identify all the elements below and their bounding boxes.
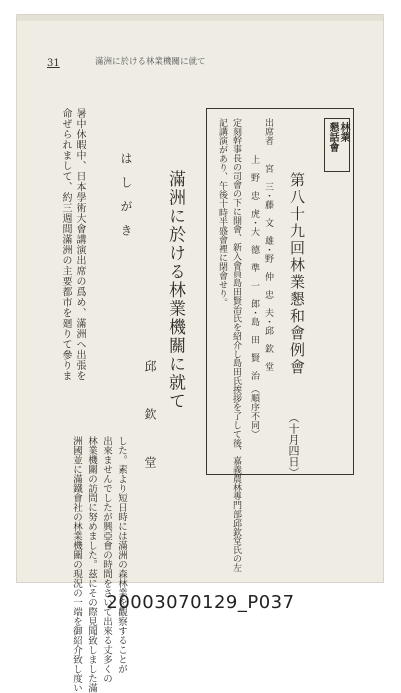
- meeting-date: （十月四日）: [287, 412, 300, 478]
- image-caption: 20003070129_P037: [106, 592, 295, 613]
- right-body-line-2: 出來ませんでしたが興亞會の時間をさいて出來る丈多くの: [101, 436, 112, 683]
- attendance-line-1: 宮 三・藤 文 雄・野 仲 忠 夫・邱 欽 堂: [263, 155, 273, 371]
- article-author: 邱 欽 堂: [143, 360, 157, 468]
- left-body-line-2: 命ぜられまして、約三週間滿洲の主要都市を廻りて參りま: [60, 108, 71, 381]
- meeting-title: 第八十九回林業懇和會例會: [288, 172, 306, 376]
- attendance-line-2: 上 野 忠 虎・大 德 準 一 郎・島 田 賢 治 （順序不同）: [249, 155, 259, 439]
- attendance-label: 出席者: [263, 118, 273, 145]
- right-body-line-3: 林業機關の訪問に努めました。茲にその際見聞致しました滿: [86, 436, 97, 693]
- running-header-title: 滿洲に於ける林業機關に就て: [95, 57, 206, 67]
- left-body-line-1: 暑中休暇中、日本學術大會講演出席の爲め、滿洲へ出張を: [74, 108, 85, 381]
- page-fold-edge: [17, 15, 383, 21]
- article-title: 滿洲に於ける林業機關に就て: [165, 170, 185, 411]
- right-body-line-1: した。素より短日時には滿洲の森林業を觀察することが: [116, 436, 127, 674]
- notice-body-line-2: 記講演があり、午後十時半盛會裡に閉會せり。: [217, 118, 227, 307]
- right-body-line-4: 洲國並に滿鐵會社の林業機關の現況の一端を御紹介致し度い: [71, 436, 82, 693]
- section-heading: は し が き: [119, 152, 133, 236]
- badge-line-2: 懇話會: [327, 122, 338, 152]
- badge-line-1: 林業: [338, 122, 349, 142]
- notice-body-line-1: 定刻幹事長の司會の下に開會、新入會員島田賢治氏を紹介し島田氏挨拶を了して後、嘉義農林專門部邱欽堂氏の左: [231, 118, 241, 572]
- page-number: 31: [47, 58, 60, 69]
